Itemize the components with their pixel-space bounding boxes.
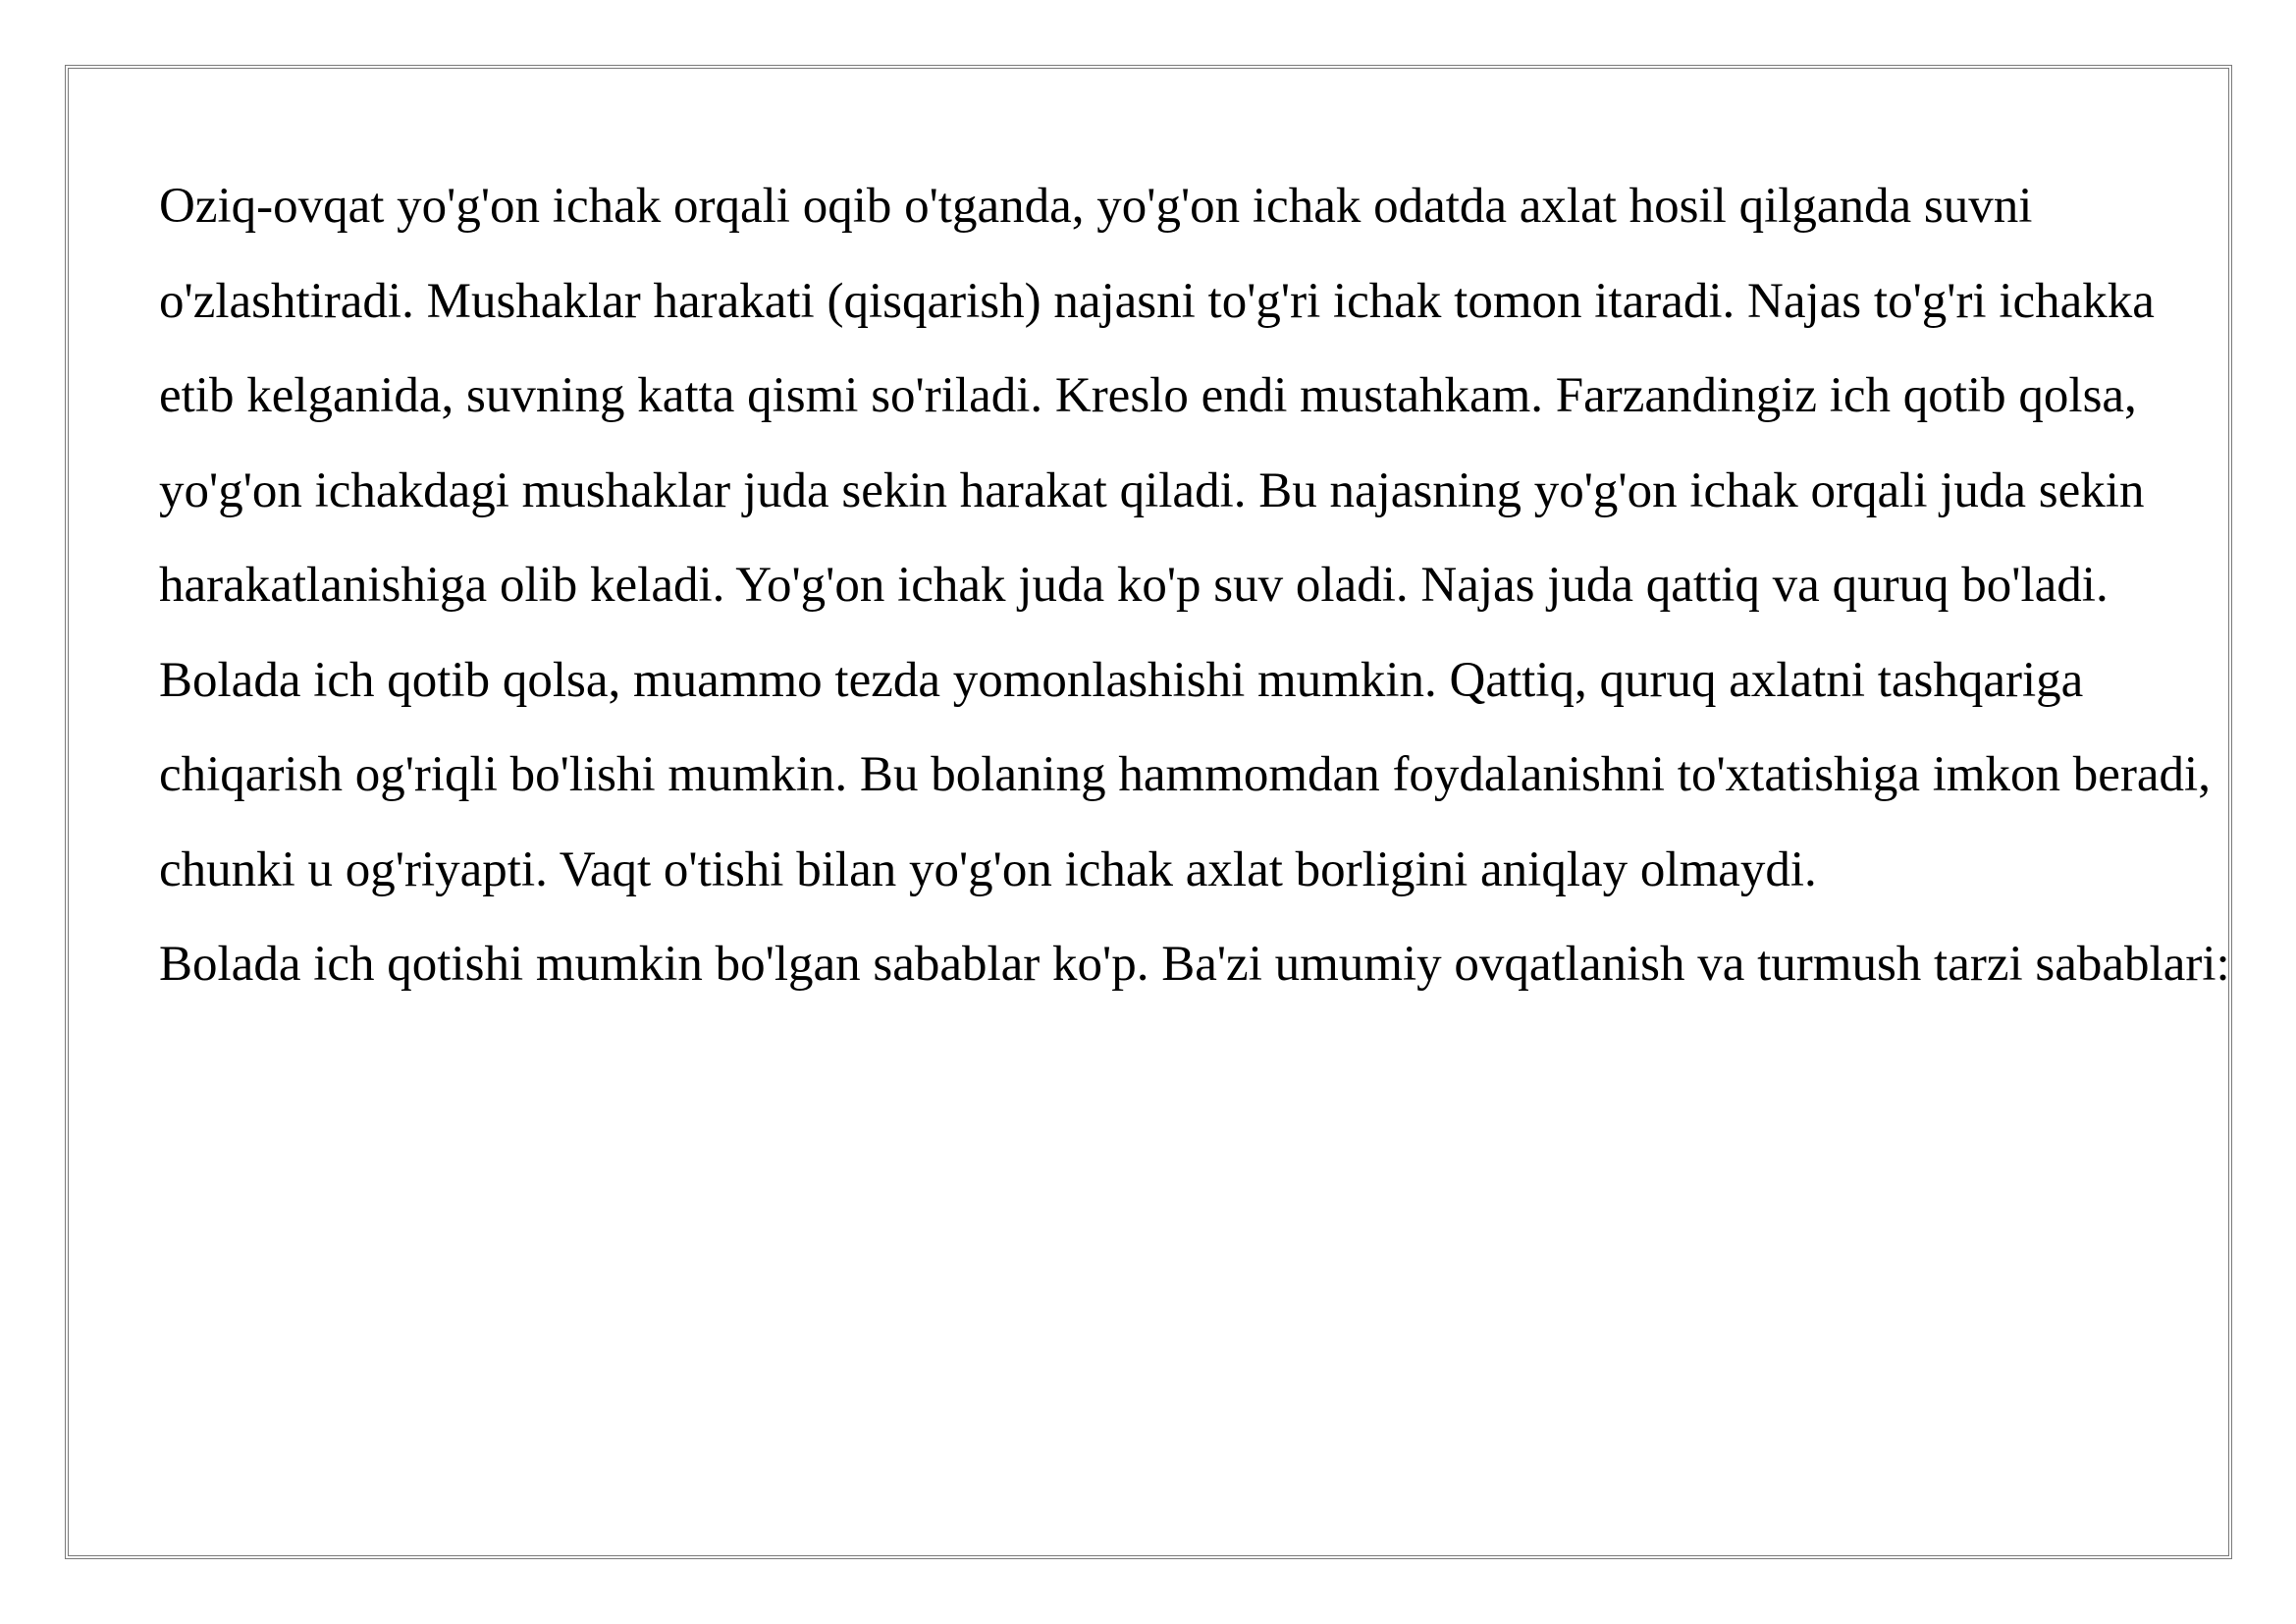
- page-border: [65, 65, 2232, 1559]
- paragraph-causes-intro: Bolada ich qotishi mumkin bo'lgan sabablar ko'p. Ba'zi umumiy ovqatlanish va turmush tarzi sabablari:: [159, 937, 2230, 992]
- paragraph-constipation-effects: Bolada ich qotib qolsa, muammo tezda yomonlashishi mumkin. Qattiq, quruq axlatni tashqariga chiqarish og'riqli bo'lishi mumkin. Bu bolaning hammomdan foydalanishni to'xtatishiga imkon beradi, chunki u og'riyapti. Vaqt o'tishi bilan yo'g'on ichak axlat borligini aniqlay olmaydi.: [159, 652, 2211, 897]
- paragraph-colon-function: Oziq-ovqat yo'g'on ichak orqali oqib o'tganda, yo'g'on ichak odatda axlat hosil qilganda suvni o'zlashtiradi. Mushaklar harakati (qisqarish) najasni to'g'ri ichak tomon itaradi. Najas to'g'ri ichakka etib kelganida, suvning katta qismi so'riladi. Kreslo endi mustahkam. Farzandingiz ich qotib qolsa, yo'g'on ichakdagi mushaklar juda sekin harakat qiladi. Bu najasning yo'g'on ichak orqali juda sekin harakatlanishiga olib keladi. Yo'g'on ichak juda ko'p suv oladi. Najas juda qattiq va quruq bo'ladi.: [159, 179, 2155, 613]
- document-body: [159, 159, 2230, 1012]
